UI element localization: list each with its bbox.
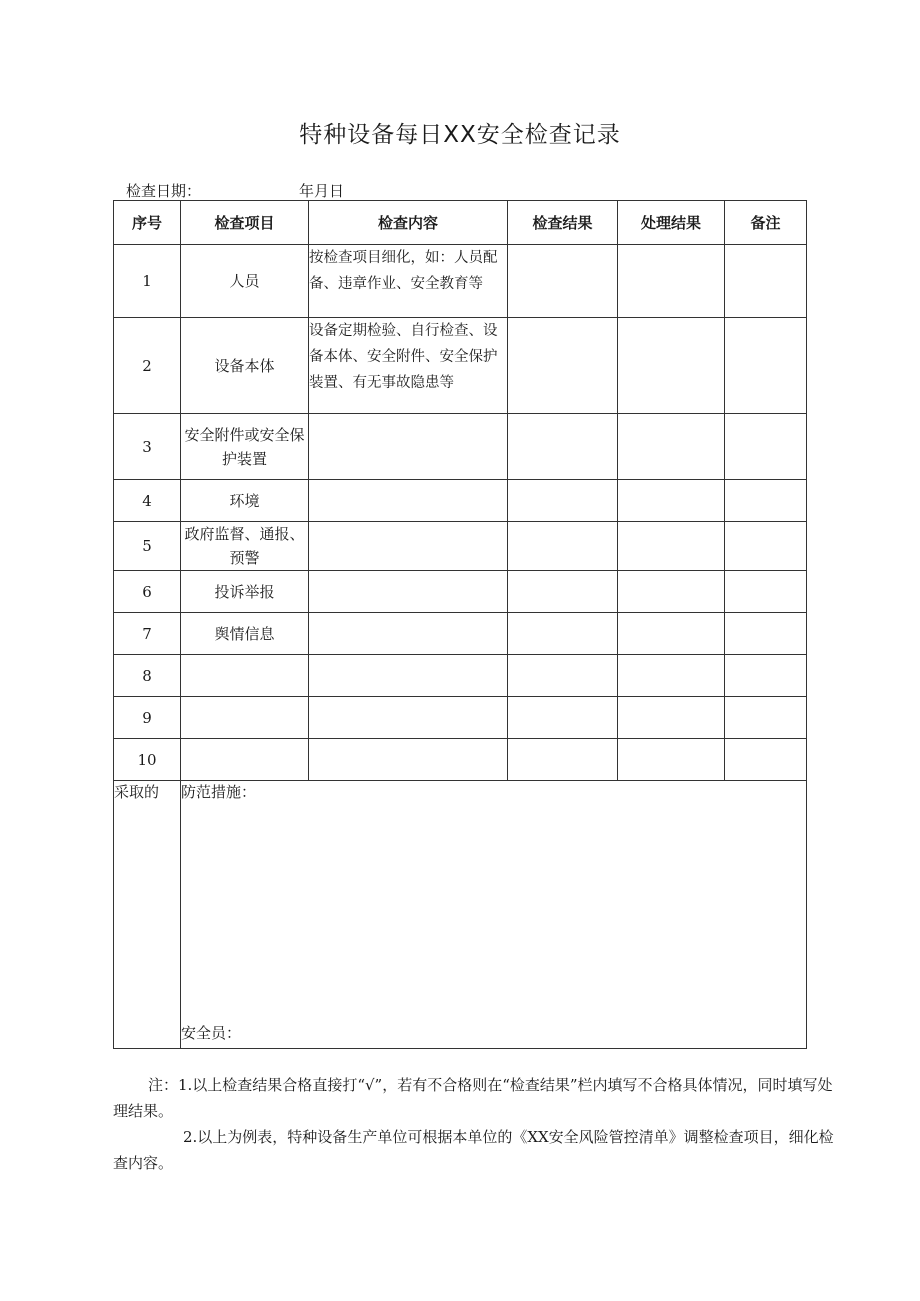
row-item: 政府监督、通报、预警: [181, 522, 309, 571]
measures-label: 采取的: [114, 781, 181, 1049]
remark-cell[interactable]: [725, 245, 807, 318]
row-no: 3: [114, 414, 181, 480]
result-cell[interactable]: [508, 739, 618, 781]
row-item[interactable]: [181, 655, 309, 697]
result-cell[interactable]: [508, 318, 618, 414]
row-content[interactable]: [309, 522, 508, 571]
result-cell[interactable]: [508, 522, 618, 571]
result-cell[interactable]: [508, 697, 618, 739]
handling-cell[interactable]: [618, 245, 725, 318]
date-value[interactable]: 年月日: [299, 182, 345, 200]
result-cell[interactable]: [508, 480, 618, 522]
row-item[interactable]: [181, 739, 309, 781]
row-item: 投诉举报: [181, 571, 309, 613]
row-no: 7: [114, 613, 181, 655]
result-cell[interactable]: [508, 414, 618, 480]
notes: [113, 1072, 843, 1176]
row-item: 人员: [181, 245, 309, 318]
header-content: 检查内容: [309, 201, 508, 245]
date-label: 检查日期：: [126, 182, 202, 200]
row-no: 8: [114, 655, 181, 697]
row-no: 1: [114, 245, 181, 318]
handling-cell[interactable]: [618, 318, 725, 414]
table-row: [114, 613, 807, 655]
row-content[interactable]: [309, 739, 508, 781]
handling-cell[interactable]: [618, 480, 725, 522]
remark-cell[interactable]: [725, 697, 807, 739]
page-title: 特种设备每日XX安全检查记录: [299, 122, 621, 148]
table-row: [114, 480, 807, 522]
table-row: [114, 414, 807, 480]
table-row: [114, 697, 807, 739]
row-content[interactable]: [309, 613, 508, 655]
header-remark: 备注: [725, 201, 807, 245]
row-no: 5: [114, 522, 181, 571]
remark-cell[interactable]: [725, 739, 807, 781]
result-cell[interactable]: [508, 245, 618, 318]
row-content: 设备定期检验、自行检查、设备本体、安全附件、安全保护装置、有无事故隐患等: [309, 318, 508, 414]
header-item: 检查项目: [181, 201, 309, 245]
row-content[interactable]: [309, 480, 508, 522]
measures-row: [114, 781, 807, 1049]
handling-cell[interactable]: [618, 522, 725, 571]
row-content[interactable]: [309, 655, 508, 697]
remark-cell[interactable]: [725, 318, 807, 414]
row-content[interactable]: [309, 571, 508, 613]
row-no: 10: [114, 739, 181, 781]
result-cell[interactable]: [508, 613, 618, 655]
safety-officer-label: 安全员：: [181, 1024, 242, 1042]
handling-cell[interactable]: [618, 613, 725, 655]
result-cell[interactable]: [508, 571, 618, 613]
remark-cell[interactable]: [725, 571, 807, 613]
row-item: 设备本体: [181, 318, 309, 414]
table-row: [114, 571, 807, 613]
measures-title: 防范措施：: [181, 783, 257, 801]
handling-cell[interactable]: [618, 571, 725, 613]
row-no: 4: [114, 480, 181, 522]
table-header-row: [114, 201, 807, 245]
handling-cell[interactable]: [618, 414, 725, 480]
row-item: 安全附件或安全保护装置: [181, 414, 309, 480]
row-item: 舆情信息: [181, 613, 309, 655]
header-no: 序号: [114, 201, 181, 245]
header-result: 检查结果: [508, 201, 618, 245]
table-row: [114, 245, 807, 318]
row-content[interactable]: [309, 697, 508, 739]
header-handling: 处理结果: [618, 201, 725, 245]
remark-cell[interactable]: [725, 522, 807, 571]
handling-cell[interactable]: [618, 697, 725, 739]
row-item: 环境: [181, 480, 309, 522]
row-no: 2: [114, 318, 181, 414]
row-no: 6: [114, 571, 181, 613]
remark-cell[interactable]: [725, 480, 807, 522]
table-row: [114, 318, 807, 414]
row-content: 按检查项目细化，如：人员配备、违章作业、安全教育等: [309, 245, 508, 318]
row-content[interactable]: [309, 414, 508, 480]
handling-cell[interactable]: [618, 655, 725, 697]
note-2: 2.以上为例表，特种设备生产单位可根据本单位的《XX安全风险管控清单》调整检查项目，细化检查内容。: [113, 1128, 834, 1172]
note-1: 注：1.以上检查结果合格直接打“√”，若有不合格则在“检查结果”栏内填写不合格具体情况，同时填写处理结果。: [113, 1076, 833, 1120]
table-row: [114, 655, 807, 697]
inspection-date: [126, 180, 344, 201]
remark-cell[interactable]: [725, 655, 807, 697]
table-row: [114, 739, 807, 781]
row-no: 9: [114, 697, 181, 739]
result-cell[interactable]: [508, 655, 618, 697]
inspection-table: [113, 200, 807, 1049]
row-item[interactable]: [181, 697, 309, 739]
measures-cell[interactable]: [181, 781, 807, 1049]
handling-cell[interactable]: [618, 739, 725, 781]
remark-cell[interactable]: [725, 613, 807, 655]
table-row: [114, 522, 807, 571]
remark-cell[interactable]: [725, 414, 807, 480]
